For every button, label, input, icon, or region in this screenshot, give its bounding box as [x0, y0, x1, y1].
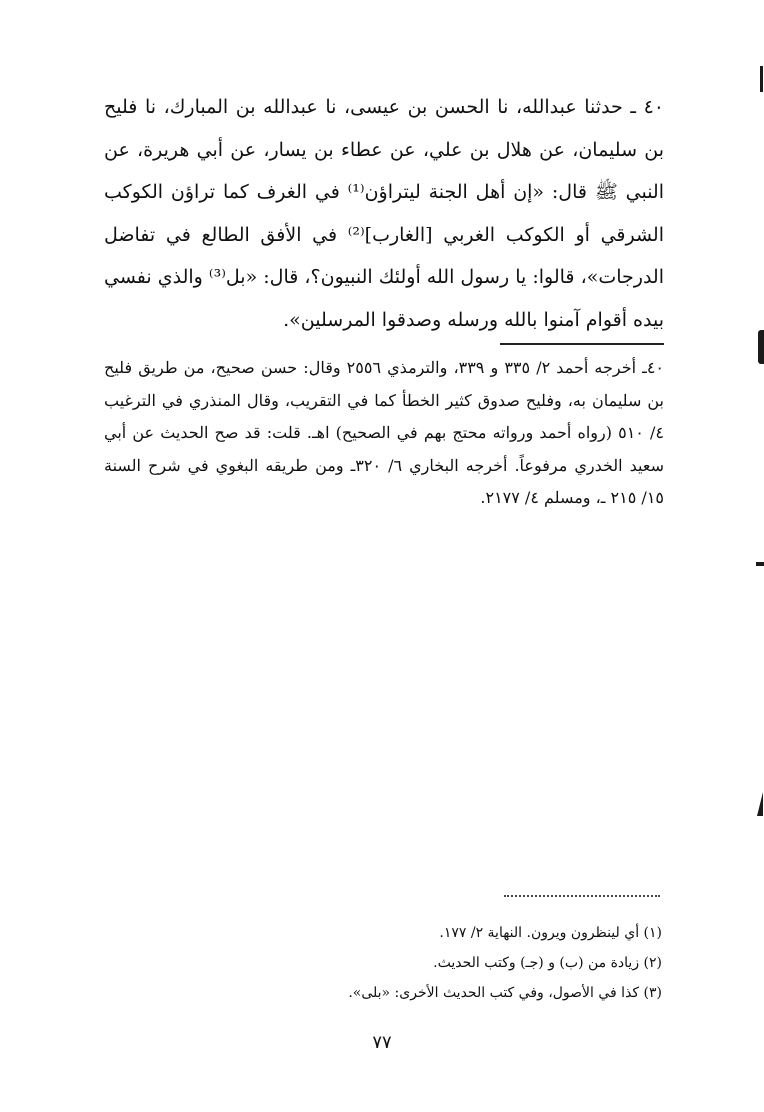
scan-edge-mark	[756, 562, 764, 566]
footnote-2: (٢) زيادة من (ب) و (جـ) وكتب الحديث.	[433, 955, 662, 971]
hadith-40-text: ٤٠ ـ حدثنا عبدالله، نا الحسن بن عيسى، نا عبدالله بن المبارك، نا فليح بن سليمان، عن هلال بن علي، عن عطاء بن يسار، عن أبي هريرة، عن النبي ﷺ قال: «إن أهل الجنة ليتراؤن⁽¹⁾ في الغرف كما تراؤن الكوكب الشرقي أو الكوكب الغربي [الغارب]⁽²⁾ في الأفق الطالع في تفاضل الدرجات»، قالوا: يا رسول الله أولئك النبيون؟، قال: «بل⁽³⁾ والذي نفسي بيده أقوام آمنوا بالله ورسله وصدقوا المرسلين».	[104, 96, 664, 331]
scan-edge-mark	[758, 330, 764, 364]
hadith-text-block	[104, 86, 664, 341]
scan-edge-mark	[757, 792, 763, 816]
footnotes-list	[242, 918, 662, 1008]
footnote-1: (١) أي لينظرون ويرون. النهاية ٢/ ١٧٧.	[439, 925, 662, 941]
footnote-separator-rule	[500, 343, 664, 345]
scan-edge-mark	[760, 66, 763, 92]
takhrij-40-text: ٤٠ـ أخرجه أحمد ٢/ ٣٣٥ و ٣٣٩، والترمذي ٢٥٥٦ وقال: حسن صحيح، من طريق فليح بن سليمان به، وفليح صدوق كثير الخطأ كما في التقريب، وقال المنذري في الترغيب ٤/ ٥١٠ (رواه أحمد ورواته محتج بهم في الصحيح) اهـ. قلت: قد صح الحديث عن أبي سعيد الخدري مرفوعاً. أخرجه البخاري ٦/ ٣٢٠ـ ومن طريقه البغوي في شرح السنة ١٥/ ٢١٥ ـ، ومسلم ٤/ ٢١٧٧.	[104, 358, 665, 507]
takhrij-block	[104, 352, 664, 515]
footnote-3: (٣) كذا في الأصول، وفي كتب الحديث الأخرى: «بلى».	[348, 985, 662, 1001]
notes-dotted-separator	[504, 895, 660, 907]
page-number: ٧٧	[372, 1032, 392, 1053]
